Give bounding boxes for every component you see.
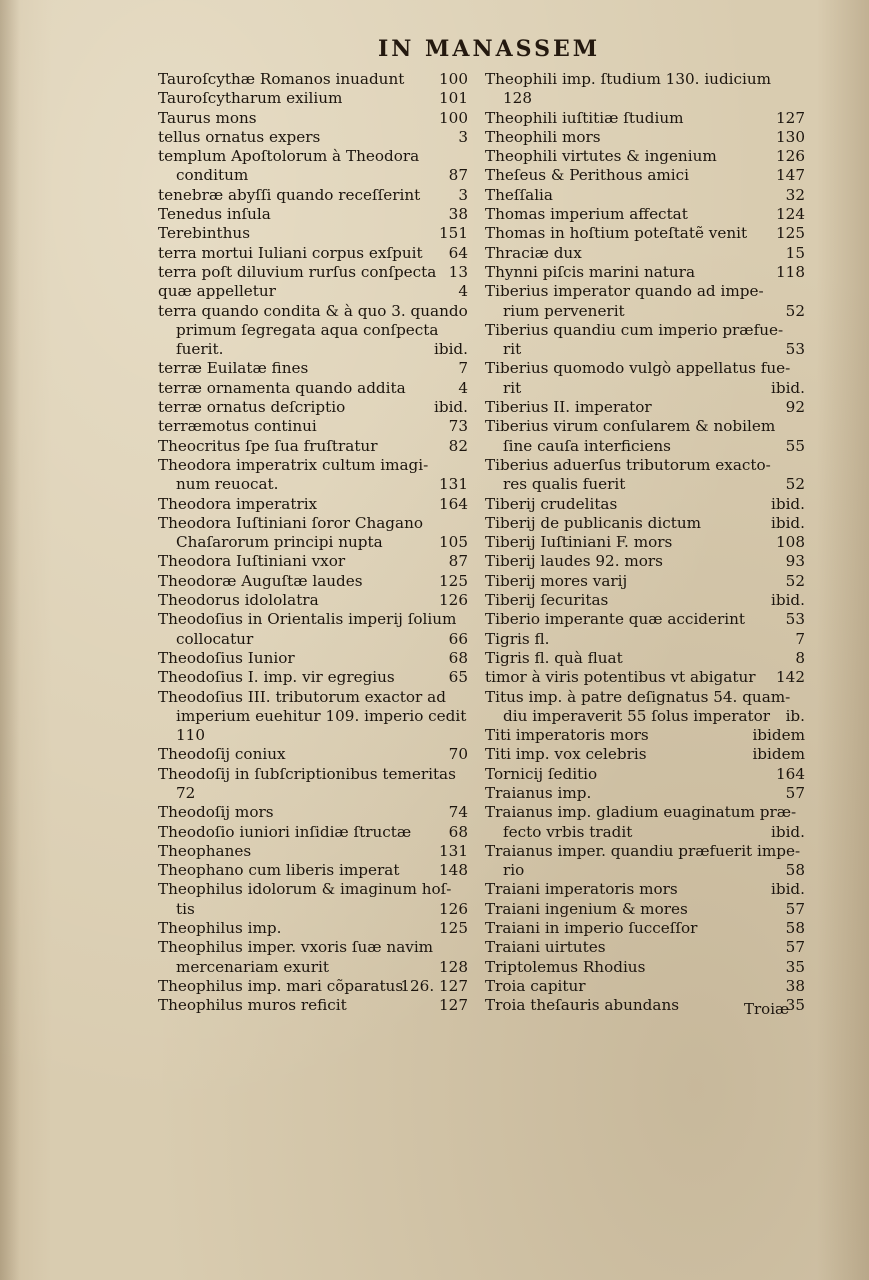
page-reference: 118 bbox=[776, 262, 805, 281]
index-entry bbox=[485, 958, 807, 977]
page-reference: 68 bbox=[448, 648, 468, 667]
page-reference: 87 bbox=[448, 166, 468, 185]
page-reference: 52 bbox=[785, 301, 805, 320]
page-reference: 3 bbox=[458, 185, 468, 204]
page-reference: ibid. bbox=[771, 513, 805, 532]
index-entry-line: diu imperaverit 55 ſolus imperator bbox=[503, 706, 771, 725]
index-entry bbox=[158, 205, 470, 224]
index-entry-line: conditum bbox=[176, 166, 249, 185]
page-reference: 4 bbox=[458, 378, 468, 397]
page-edge-shadow bbox=[0, 0, 20, 1280]
catchword: Troiæ bbox=[744, 1000, 790, 1018]
page-reference: 66 bbox=[448, 629, 468, 648]
index-entry-line: Tiberius aduerſus tributorum exacto- bbox=[485, 455, 771, 474]
index-entry-line: terræmotus continui bbox=[158, 417, 317, 436]
index-entry-line: Tauroſcythæ Romanos inuadunt bbox=[158, 70, 405, 88]
index-entry bbox=[485, 938, 807, 957]
index-entry-line: Thomas imperium affectat bbox=[485, 205, 688, 224]
index-entry-line: Theocritus ſpe ſua fruſtratur bbox=[158, 436, 378, 455]
page-reference: ibid. bbox=[771, 494, 805, 513]
index-entry bbox=[485, 880, 807, 899]
index-entry bbox=[158, 456, 470, 495]
index-entry-line: Traiani imperatoris mors bbox=[485, 880, 678, 899]
index-entry-line: Theophili imp. ſtudium 130. iudicium bbox=[485, 70, 772, 88]
index-entry bbox=[485, 244, 807, 263]
index-entry-line: terræ Euilatæ fines bbox=[158, 359, 309, 378]
index-entry-line: Thynni piſcis marini natura bbox=[485, 262, 695, 281]
index-entry bbox=[158, 552, 470, 571]
index-entry-line: Theodoſij mors bbox=[158, 803, 274, 822]
page-reference: 57 bbox=[785, 899, 805, 918]
index-entry bbox=[158, 572, 470, 591]
index-entry bbox=[158, 147, 470, 186]
index-entry-line: terræ ornatus deſcriptio bbox=[158, 398, 346, 417]
page-reference: 127 bbox=[776, 108, 805, 127]
page-reference: 126 bbox=[439, 591, 468, 610]
page-reference: 126 bbox=[776, 147, 805, 166]
index-entry-line: Theodorus idololatra bbox=[158, 591, 319, 610]
page-reference: 57 bbox=[785, 783, 805, 802]
index-entry-line: terræ ornamenta quando addita bbox=[158, 378, 406, 397]
page-reference: 35 bbox=[785, 996, 805, 1015]
index-entry-line: Traianus imper. quandiu præfuerit impe- bbox=[485, 841, 801, 860]
index-entry-line: quæ appelletur bbox=[158, 282, 276, 301]
index-entry bbox=[158, 302, 470, 360]
index-entry bbox=[158, 495, 470, 514]
index-entry bbox=[485, 398, 807, 417]
index-entry-line: Theſeus & Perithous amici bbox=[485, 166, 690, 185]
index-entry bbox=[485, 514, 807, 533]
index-entry bbox=[485, 533, 807, 552]
page-reference: 64 bbox=[448, 243, 468, 262]
index-entry bbox=[158, 263, 470, 282]
index-entry-line: 72 bbox=[176, 783, 196, 802]
index-entry bbox=[158, 379, 470, 398]
index-entry bbox=[485, 572, 807, 591]
page-reference: 8 bbox=[795, 648, 805, 667]
index-entry-line: Chaſarorum principi nupta bbox=[176, 533, 383, 552]
index-entry bbox=[485, 668, 807, 687]
page-reference: 105 bbox=[439, 533, 468, 552]
index-entry-line: Taurus mons bbox=[158, 108, 257, 127]
page-reference: ibid. bbox=[771, 591, 805, 610]
index-entry bbox=[485, 282, 807, 321]
index-entry-line: terra mortui Iuliani corpus exſpuit bbox=[158, 243, 423, 262]
page-reference: 15 bbox=[785, 243, 805, 262]
index-entry-line: Theodora Iuſtiniani vxor bbox=[158, 552, 346, 571]
index-entry-line: Tiberius imperator quando ad impe- bbox=[485, 282, 764, 301]
index-entry bbox=[485, 726, 807, 745]
index-entry-line: Tenedus inſula bbox=[158, 205, 271, 224]
page-reference: 126 bbox=[439, 899, 468, 918]
index-entry bbox=[158, 109, 470, 128]
index-entry-line: Tiberio imperante quæ acciderint bbox=[485, 610, 746, 629]
index-entry-line: Tauroſcytharum exilium bbox=[158, 89, 343, 108]
page-reference: 151 bbox=[439, 224, 468, 243]
index-entry bbox=[485, 186, 807, 205]
index-entry-line: Theophilus idolorum & imaginum hoſ- bbox=[158, 880, 452, 899]
page-reference: 126. 127 bbox=[400, 976, 468, 995]
index-entry-line: ſine cauſa interficiens bbox=[503, 436, 671, 455]
page-reference: ibid. bbox=[434, 398, 468, 417]
page-reference: 57 bbox=[785, 938, 805, 957]
index-entry bbox=[158, 803, 470, 822]
page-reference: 147 bbox=[776, 166, 805, 185]
index-entry bbox=[485, 610, 807, 629]
index-entry bbox=[158, 765, 470, 804]
index-entry bbox=[485, 688, 807, 727]
index-entry bbox=[158, 591, 470, 610]
index-entry-line: Theophilus muros reficit bbox=[158, 996, 347, 1015]
page-reference: 87 bbox=[448, 552, 468, 571]
index-entry-line: tenebræ abyſſi quando receſſerint bbox=[158, 185, 421, 204]
page-reference: ibid. bbox=[771, 378, 805, 397]
index-entry-line: res qualis fuerit bbox=[503, 475, 626, 494]
index-entry-line: Theodoſio iuniori inſidiæ ſtructæ bbox=[158, 822, 412, 841]
index-entry bbox=[158, 610, 470, 649]
page-reference: 74 bbox=[448, 803, 468, 822]
running-title: IN MANASSEM bbox=[378, 36, 601, 62]
index-entry bbox=[485, 630, 807, 649]
index-entry-line: Theodoræ Auguſtæ laudes bbox=[158, 571, 363, 590]
index-entry-line: rit bbox=[503, 378, 522, 397]
index-entry-line: primum ſegregata aqua conſpecta bbox=[176, 320, 439, 339]
index-entry-line: Troia theſauris abundans bbox=[485, 996, 680, 1015]
index-entry-line: Theodora Iuſtiniani ſoror Chagano bbox=[158, 513, 423, 532]
index-entry bbox=[485, 70, 807, 109]
index-entry-line: Theophanes bbox=[158, 841, 252, 860]
index-entry bbox=[158, 842, 470, 861]
index-column-right bbox=[485, 70, 807, 1016]
index-entry bbox=[485, 495, 807, 514]
index-entry bbox=[158, 186, 470, 205]
index-entry bbox=[158, 70, 470, 89]
index-entry bbox=[485, 109, 807, 128]
index-entry bbox=[158, 128, 470, 147]
page-reference: ibidem bbox=[752, 726, 805, 745]
page-reference: 128 bbox=[439, 957, 468, 976]
index-entry bbox=[485, 359, 807, 398]
index-entry bbox=[485, 842, 807, 881]
index-entry-line: Tiberius quandiu cum imperio præfue- bbox=[485, 320, 784, 339]
index-entry bbox=[485, 900, 807, 919]
index-entry bbox=[485, 765, 807, 784]
page-reference: 100 bbox=[439, 70, 468, 88]
index-entry bbox=[158, 514, 470, 553]
index-entry-line: Thomas in hoſtium poteſtatẽ venit bbox=[485, 224, 748, 243]
index-entry-line: Theophano cum liberis imperat bbox=[158, 861, 400, 880]
index-entry-line: rium pervenerit bbox=[503, 301, 625, 320]
index-entry-line: templum Apoſtolorum à Theodora bbox=[158, 147, 420, 166]
index-entry bbox=[158, 282, 470, 301]
index-entry-line: imperium euehitur 109. imperio cedit bbox=[176, 706, 467, 725]
page-reference: 125 bbox=[776, 224, 805, 243]
index-entry bbox=[485, 649, 807, 668]
index-entry-line: Tiberius virum conſularem & nobilem bbox=[485, 417, 776, 436]
page-reference: 4 bbox=[458, 282, 468, 301]
index-entry-line: terra quando condita & à quo 3. quando bbox=[158, 301, 468, 320]
page-reference: 52 bbox=[785, 571, 805, 590]
page-reference: 7 bbox=[458, 359, 468, 378]
page-reference: 35 bbox=[785, 957, 805, 976]
index-entry-line: Theophilus imp. bbox=[158, 919, 282, 938]
index-entry-line: Titus imp. à patre deſignatus 54. quam- bbox=[485, 687, 791, 706]
index-entry bbox=[158, 977, 470, 996]
index-entry-line: Theodoſius I. imp. vir egregius bbox=[158, 668, 395, 687]
index-entry bbox=[158, 919, 470, 938]
index-entry bbox=[485, 784, 807, 803]
page-reference: ibid. bbox=[771, 822, 805, 841]
index-entry-line: mercenariam exurit bbox=[176, 957, 329, 976]
index-entry bbox=[485, 224, 807, 243]
page-reference: 38 bbox=[448, 205, 468, 224]
index-entry-line: Tiberius quomodo vulgò appellatus fue- bbox=[485, 359, 791, 378]
index-entry bbox=[158, 89, 470, 108]
index-entry-line: Theophili mors bbox=[485, 127, 601, 146]
index-entry bbox=[485, 803, 807, 842]
index-entry bbox=[485, 263, 807, 282]
index-entry bbox=[485, 552, 807, 571]
page-reference: 58 bbox=[785, 919, 805, 938]
index-entry-line: Tiberij crudelitas bbox=[485, 494, 618, 513]
page-reference: 55 bbox=[785, 436, 805, 455]
index-entry-line: Theophilus imp. mari cõparatus bbox=[158, 976, 404, 995]
index-entry bbox=[485, 417, 807, 456]
index-entry bbox=[158, 398, 470, 417]
index-entry-line: Tiberij mores varij bbox=[485, 571, 628, 590]
page-reference: 142 bbox=[776, 668, 805, 687]
index-entry-line: Terebinthus bbox=[158, 224, 251, 243]
index-entry-line: Traianus imp. bbox=[485, 783, 592, 802]
page-reference: 53 bbox=[785, 340, 805, 359]
index-entry bbox=[158, 417, 470, 436]
index-entry-line: Theodora imperatrix cultum imagi- bbox=[158, 455, 429, 474]
page-reference: 93 bbox=[785, 552, 805, 571]
page-reference: 125 bbox=[439, 919, 468, 938]
page-reference: 38 bbox=[785, 976, 805, 995]
index-entry bbox=[485, 919, 807, 938]
index-entry-line: Traiani in imperio ſucceſſor bbox=[485, 919, 698, 938]
index-entry-line: Tiberius II. imperator bbox=[485, 398, 652, 417]
index-entry bbox=[158, 938, 470, 977]
index-entry-line: Tigris fl. quà fluat bbox=[485, 648, 623, 667]
index-entry bbox=[158, 668, 470, 687]
page-reference: 70 bbox=[448, 745, 468, 764]
index-entry-line: Tornicij ſeditio bbox=[485, 764, 598, 783]
index-entry bbox=[485, 745, 807, 764]
index-entry bbox=[485, 128, 807, 147]
index-column-left bbox=[158, 70, 470, 1016]
index-entry-line: Theodora imperatrix bbox=[158, 494, 318, 513]
index-entry bbox=[485, 591, 807, 610]
index-entry bbox=[158, 688, 470, 746]
index-entry-line: Titi imp. vox celebris bbox=[485, 745, 647, 764]
index-entry bbox=[158, 244, 470, 263]
index-entry-line: rit bbox=[503, 340, 522, 359]
index-entry-line: fuerit. bbox=[176, 340, 224, 359]
page-reference: 68 bbox=[448, 822, 468, 841]
page-reference: 148 bbox=[439, 861, 468, 880]
index-entry-line: Troia capitur bbox=[485, 976, 586, 995]
index-entry-line: tellus ornatus expers bbox=[158, 127, 321, 146]
page-reference: ib. bbox=[785, 706, 805, 725]
index-entry bbox=[158, 996, 470, 1015]
index-entry-line: Theodoſij in ſubſcriptionibus temeritas bbox=[158, 764, 456, 783]
page-reference: ibid. bbox=[434, 340, 468, 359]
index-entry-line: Traiani uirtutes bbox=[485, 938, 606, 957]
page-reference: 73 bbox=[448, 417, 468, 436]
index-entry-line: Tigris fl. bbox=[485, 629, 550, 648]
index-entry-line: terra poſt diluvium rurſus conſpecta bbox=[158, 262, 437, 281]
page-reference: 65 bbox=[448, 668, 468, 687]
index-entry-line: 128 bbox=[503, 89, 532, 108]
page-reference: 3 bbox=[458, 127, 468, 146]
index-entry-line: Theodoſij coniux bbox=[158, 745, 286, 764]
index-entry-line: rio bbox=[503, 861, 525, 880]
index-entry-line: Tiberij laudes 92. mors bbox=[485, 552, 663, 571]
index-entry-line: Tiberij de publicanis dictum bbox=[485, 513, 702, 532]
page-reference: 82 bbox=[448, 436, 468, 455]
page-reference: 13 bbox=[448, 262, 468, 281]
index-entry-line: Thraciæ dux bbox=[485, 243, 582, 262]
index-entry-line: timor à viris potentibus vt abigatur bbox=[485, 668, 756, 687]
index-entry-line: Titi imperatoris mors bbox=[485, 726, 649, 745]
page-reference: 164 bbox=[776, 764, 805, 783]
index-entry bbox=[485, 166, 807, 185]
index-entry-line: Theophili virtutes & ingenium bbox=[485, 147, 717, 166]
page-reference: ibidem bbox=[752, 745, 805, 764]
index-entry-line: 110 bbox=[176, 726, 205, 745]
index-entry bbox=[158, 745, 470, 764]
index-entry-line: Theſſalia bbox=[485, 185, 553, 204]
page-reference: 58 bbox=[785, 861, 805, 880]
page-reference: 52 bbox=[785, 475, 805, 494]
index-entry-line: Tiberij Iuſtiniani F. mors bbox=[485, 533, 673, 552]
index-entry bbox=[485, 205, 807, 224]
page-reference: 101 bbox=[439, 89, 468, 108]
page-reference: 131 bbox=[439, 475, 468, 494]
index-entry-line: Tiberij ſecuritas bbox=[485, 591, 609, 610]
index-entry bbox=[158, 823, 470, 842]
index-entry-line: Triptolemus Rhodius bbox=[485, 957, 646, 976]
page-reference: 127 bbox=[439, 996, 468, 1015]
index-entry-line: Traianus imp. gladium euaginatum præ- bbox=[485, 803, 797, 822]
page-reference: 92 bbox=[785, 398, 805, 417]
index-entry bbox=[158, 359, 470, 378]
index-entry-line: collocatur bbox=[176, 629, 254, 648]
index-entry-line: Theophili iuſtitiæ ſtudium bbox=[485, 108, 684, 127]
index-entry-line: fecto vrbis tradit bbox=[503, 822, 633, 841]
index-entry-line: Theodoſius Iunior bbox=[158, 648, 295, 667]
index-entry bbox=[485, 321, 807, 360]
index-entry bbox=[158, 861, 470, 880]
page-reference: 131 bbox=[439, 841, 468, 860]
page-reference: 7 bbox=[795, 629, 805, 648]
index-entry bbox=[485, 977, 807, 996]
page-reference: 100 bbox=[439, 108, 468, 127]
index-entry-line: num reuocat. bbox=[176, 475, 279, 494]
index-entry bbox=[158, 437, 470, 456]
index-entry-line: Theodoſius III. tributorum exactor ad bbox=[158, 687, 446, 706]
index-entry bbox=[158, 880, 470, 919]
page-reference: 130 bbox=[776, 127, 805, 146]
page-reference: 32 bbox=[785, 185, 805, 204]
page-reference: 164 bbox=[439, 494, 468, 513]
index-entry bbox=[158, 224, 470, 243]
index-entry-line: Theodoſius in Orientalis imperij ſolium bbox=[158, 610, 457, 629]
page-reference: 108 bbox=[776, 533, 805, 552]
index-entry bbox=[158, 649, 470, 668]
page-reference: ibid. bbox=[771, 880, 805, 899]
page-reference: 53 bbox=[785, 610, 805, 629]
index-entry-line: Theophilus imper. vxoris ſuæ navim bbox=[158, 938, 434, 957]
page-reference: 125 bbox=[439, 571, 468, 590]
page-reference: 124 bbox=[776, 205, 805, 224]
index-entry bbox=[485, 456, 807, 495]
index-entry-line: Traiani ingenium & mores bbox=[485, 899, 688, 918]
index-entry bbox=[485, 147, 807, 166]
index-entry-line: tis bbox=[176, 899, 195, 918]
